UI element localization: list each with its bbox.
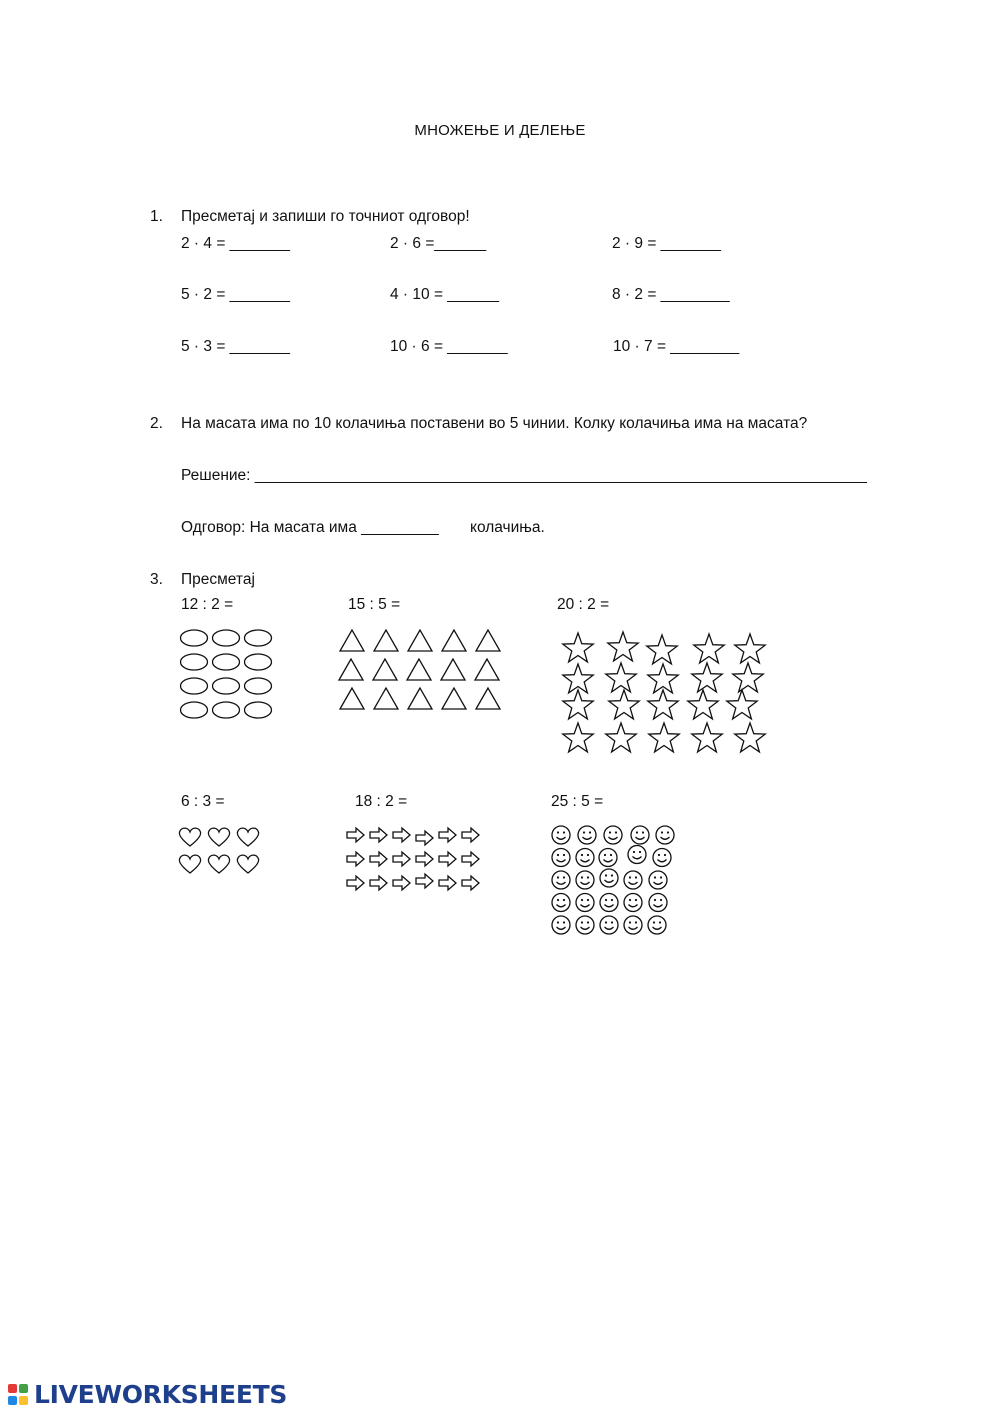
smiley-icon [576, 916, 594, 934]
smiley-icon [599, 849, 617, 867]
q1-item: 2 · 4 = _______ [181, 235, 291, 252]
triangle-icon [408, 630, 432, 651]
heart-icon [208, 828, 229, 846]
ellipse-icon [245, 678, 272, 694]
triangle-icon [442, 630, 466, 651]
star-icon [609, 690, 639, 719]
heart-icon [237, 828, 258, 846]
heart-icon [208, 855, 229, 873]
ellipse-icon [245, 702, 272, 718]
question-3-number: 3. [150, 571, 163, 588]
triangle-icon [340, 630, 364, 651]
division-expr: 15 : 5 = [348, 596, 401, 613]
heart-icon [237, 855, 258, 873]
smiley-icon [552, 894, 570, 912]
star-icon [733, 663, 763, 692]
question-2-number: 2. [150, 415, 163, 432]
arrow-group [344, 824, 488, 898]
ellipse-icon [181, 702, 208, 718]
ellipse-icon [213, 654, 240, 670]
smiley-icon [576, 894, 594, 912]
smiley-icon [628, 846, 646, 864]
arrow-right-icon [439, 876, 456, 890]
arrow-right-icon [416, 874, 433, 888]
page-title: МНОЖЕЊЕ И ДЕЛЕЊЕ [414, 122, 586, 139]
star-icon [694, 634, 724, 663]
smiley-icon [649, 894, 667, 912]
heart-icon [179, 855, 200, 873]
star-icon [688, 690, 718, 719]
q1-item: 10 · 6 = _______ [390, 338, 508, 355]
ellipse-icon [213, 678, 240, 694]
triangle-icon [476, 688, 500, 709]
answer-line: Одговор: На масата има _________ [181, 519, 439, 536]
smiley-icon [552, 916, 570, 934]
smiley-icon [552, 871, 570, 889]
star-icon [692, 663, 722, 692]
smiley-icon [600, 869, 618, 887]
triangle-group [336, 627, 502, 719]
triangle-icon [374, 688, 398, 709]
arrow-right-icon [462, 876, 479, 890]
triangle-icon [407, 659, 431, 680]
ellipse-icon [213, 702, 240, 718]
arrow-right-icon [347, 852, 364, 866]
question-1-number: 1. [150, 208, 163, 225]
q1-item: 5 · 2 = _______ [181, 286, 291, 303]
smiley-icon [552, 849, 570, 867]
star-icon [647, 635, 677, 664]
arrow-right-icon [347, 876, 364, 890]
q1-item: 5 · 3 = _______ [181, 338, 291, 355]
arrow-right-icon [462, 828, 479, 842]
q1-item: 10 · 7 = ________ [613, 338, 740, 355]
star-icon [648, 690, 678, 719]
liveworksheets-logo-icon [8, 1384, 30, 1408]
arrow-right-icon [393, 876, 410, 890]
smiley-icon [600, 894, 618, 912]
star-icon [735, 634, 765, 663]
smiley-icon [576, 849, 594, 867]
arrow-right-icon [416, 831, 433, 845]
arrow-right-icon [393, 828, 410, 842]
star-icon [735, 723, 765, 752]
q1-item: 2 · 9 = _______ [612, 235, 722, 252]
smiley-icon [576, 871, 594, 889]
heart-icon [179, 828, 200, 846]
smiley-icon [624, 894, 642, 912]
smiley-icon [649, 871, 667, 889]
star-group [558, 632, 762, 756]
division-expr: 12 : 2 = [181, 596, 234, 613]
star-icon [563, 690, 593, 719]
arrow-right-icon [393, 852, 410, 866]
smiley-icon [656, 826, 674, 844]
triangle-icon [339, 659, 363, 680]
q1-item: 2 · 6 =______ [390, 235, 487, 252]
arrow-right-icon [439, 828, 456, 842]
smiley-icon [604, 826, 622, 844]
heart-group [175, 824, 263, 878]
answer-unit: колачиња. [470, 519, 545, 536]
smiley-icon [578, 826, 596, 844]
ellipse-icon [181, 630, 208, 646]
solution-line: Решение: _______________________________________________________________________ [181, 467, 867, 484]
liveworksheets-logo: LIVEWORKSHEETS [34, 1380, 288, 1409]
arrow-right-icon [439, 852, 456, 866]
arrow-right-icon [370, 876, 387, 890]
division-expr: 20 : 2 = [557, 596, 610, 613]
q1-item: 8 · 2 = ________ [612, 286, 730, 303]
star-icon [606, 663, 636, 692]
arrow-right-icon [370, 852, 387, 866]
triangle-icon [374, 630, 398, 651]
arrow-right-icon [347, 828, 364, 842]
question-2-text: На масата има по 10 колачиња поставени во 5 чинии. Колку колачиња има на масата? [181, 415, 808, 432]
star-icon [727, 690, 757, 719]
triangle-icon [475, 659, 499, 680]
division-expr: 25 : 5 = [551, 793, 604, 810]
ellipse-icon [181, 654, 208, 670]
ellipse-icon [213, 630, 240, 646]
ellipse-icon [245, 654, 272, 670]
star-icon [649, 723, 679, 752]
star-icon [563, 723, 593, 752]
star-icon [692, 723, 722, 752]
triangle-icon [442, 688, 466, 709]
triangle-icon [441, 659, 465, 680]
smiley-icon [624, 871, 642, 889]
smiley-icon [631, 826, 649, 844]
smiley-icon [653, 849, 671, 867]
triangle-icon [408, 688, 432, 709]
division-expr: 6 : 3 = [181, 793, 225, 810]
q1-item: 4 · 10 = ______ [390, 286, 500, 303]
smiley-group [550, 824, 680, 938]
triangle-icon [373, 659, 397, 680]
star-icon [563, 633, 593, 662]
star-icon [608, 632, 638, 661]
ellipse-group [178, 626, 280, 722]
division-expr: 18 : 2 = [355, 793, 408, 810]
triangle-icon [340, 688, 364, 709]
star-icon [606, 723, 636, 752]
smiley-icon [600, 916, 618, 934]
arrow-right-icon [370, 828, 387, 842]
arrow-right-icon [416, 852, 433, 866]
triangle-icon [476, 630, 500, 651]
smiley-icon [648, 916, 666, 934]
arrow-right-icon [462, 852, 479, 866]
question-1-text: Пресметај и запиши го точниот одговор! [181, 208, 470, 225]
smiley-icon [624, 916, 642, 934]
question-3-text: Пресметај [181, 571, 255, 588]
ellipse-icon [181, 678, 208, 694]
ellipse-icon [245, 630, 272, 646]
smiley-icon [552, 826, 570, 844]
